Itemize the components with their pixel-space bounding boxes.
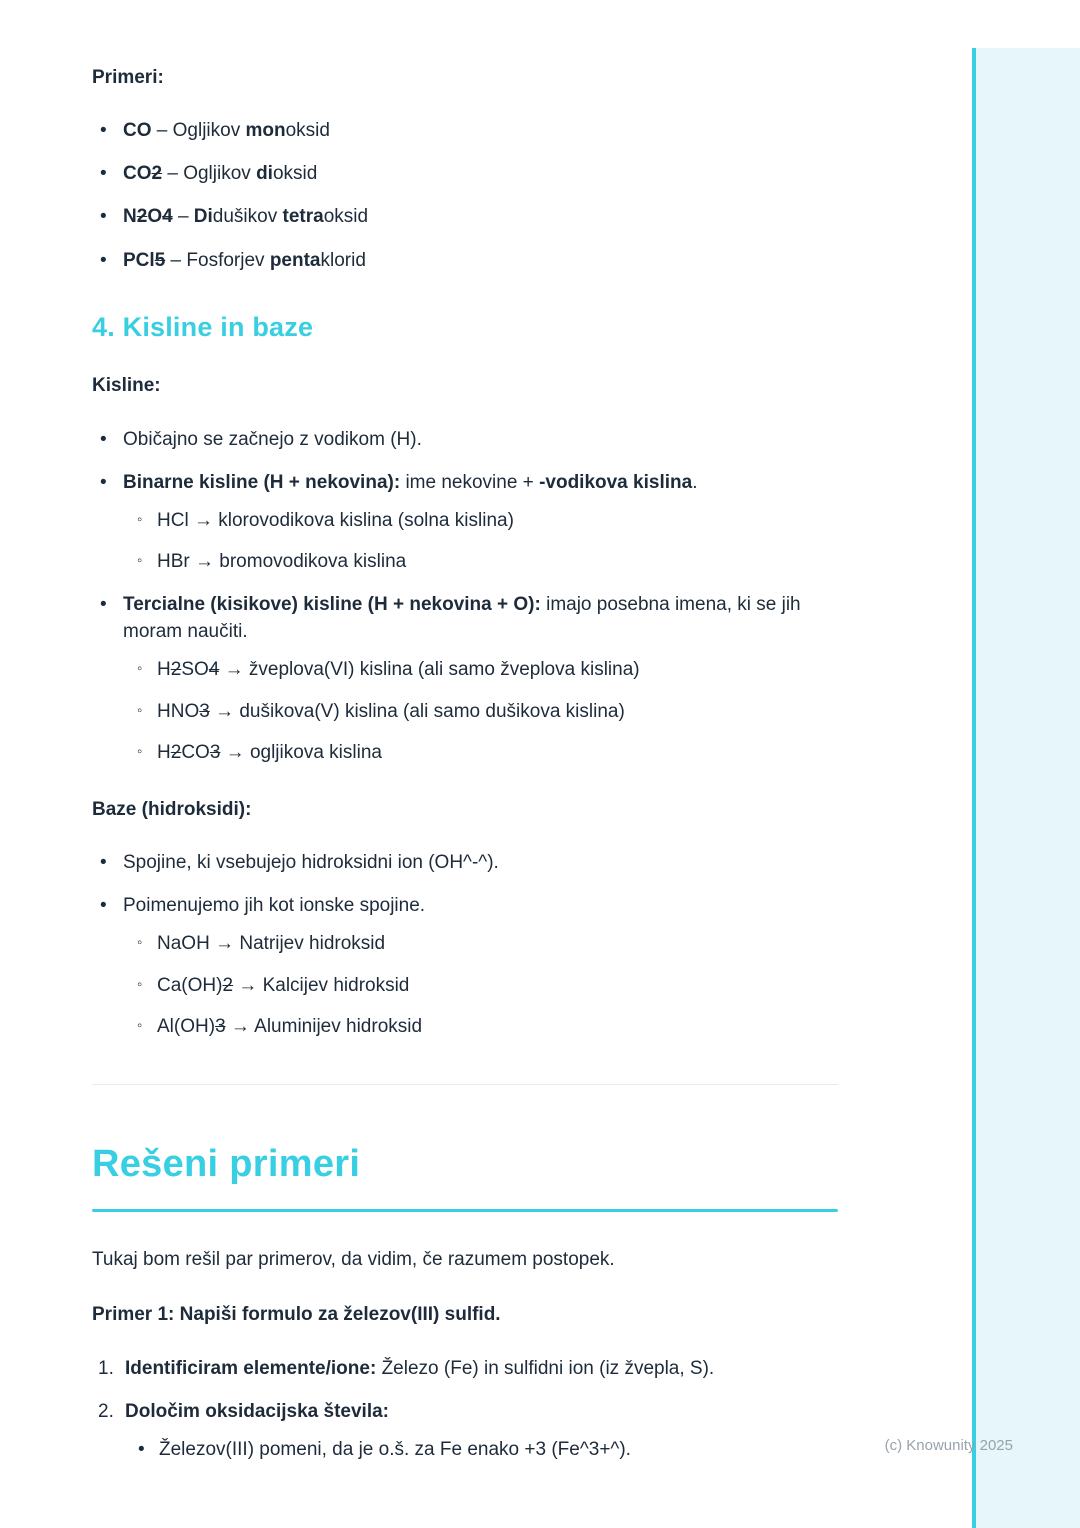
text-segment: 3 bbox=[199, 700, 210, 722]
text-segment: HNO bbox=[157, 700, 200, 722]
text-segment: Železov(III) pomeni, da je o.š. za Fe enako +3 (Fe^3+^). bbox=[159, 1438, 631, 1460]
list-item bbox=[130, 1436, 838, 1463]
text-segment: Al(OH) bbox=[157, 1015, 216, 1037]
list-number: 1. bbox=[98, 1357, 114, 1379]
text-segment: 4 bbox=[208, 659, 220, 681]
list-item-text bbox=[157, 1016, 422, 1037]
text-segment: 2 bbox=[151, 163, 163, 185]
bullet-icon: ◦ bbox=[137, 934, 143, 952]
bullet-icon: • bbox=[100, 428, 107, 450]
bullet-icon: ◦ bbox=[137, 552, 143, 570]
text-segment: PCl bbox=[123, 249, 155, 271]
bullet-list bbox=[128, 507, 838, 575]
section-label: Primer 1: Napiši formulo za železov(III) sulfid. bbox=[92, 1304, 501, 1326]
list-item bbox=[128, 698, 838, 725]
list-item-text bbox=[157, 551, 406, 572]
text-segment: -vodikova kislina bbox=[539, 471, 693, 493]
text-segment: 4 bbox=[162, 206, 173, 228]
list-item bbox=[128, 507, 838, 534]
text-segment: → žveplova(VI) kislina (ali samo žveplova kislina) bbox=[219, 659, 640, 681]
list-item bbox=[92, 203, 838, 230]
list-item bbox=[92, 1398, 838, 1463]
bullet-icon: • bbox=[138, 1438, 145, 1460]
text-segment: oksid bbox=[272, 163, 318, 185]
bullet-list bbox=[128, 930, 838, 1039]
bullet-list bbox=[128, 656, 838, 765]
text-segment: → ogljikova kislina bbox=[220, 741, 382, 763]
document-content bbox=[92, 56, 838, 1493]
text-segment: Tukaj bom rešil par primerov, da vidim, če razumem postopek. bbox=[92, 1249, 615, 1271]
list-item-text bbox=[159, 1439, 631, 1460]
page-heading: Rešeni primeri bbox=[92, 1142, 361, 1185]
list-item bbox=[92, 426, 838, 453]
text-segment: 3 bbox=[215, 1015, 226, 1037]
bullet-list bbox=[92, 426, 838, 766]
list-item bbox=[128, 656, 838, 683]
text-segment: 3 bbox=[209, 741, 221, 763]
list-item bbox=[128, 930, 838, 957]
text-segment: di bbox=[256, 163, 273, 185]
list-item-text bbox=[157, 742, 382, 763]
text-segment: mon bbox=[245, 120, 286, 142]
list-item bbox=[92, 469, 838, 575]
divider bbox=[92, 1084, 838, 1085]
bullet-icon: ◦ bbox=[137, 660, 143, 678]
bullet-icon: ◦ bbox=[137, 742, 143, 760]
text-segment: – Ogljikov bbox=[151, 120, 246, 142]
text-segment: → dušikova(V) kislina (ali samo dušikova kislina) bbox=[209, 700, 625, 722]
list-item-text bbox=[123, 120, 330, 141]
bullet-icon: ◦ bbox=[137, 975, 143, 993]
text-segment: CO bbox=[123, 120, 152, 142]
text-segment: oksid bbox=[323, 206, 369, 228]
list-item bbox=[92, 160, 838, 187]
text-segment: . bbox=[692, 471, 698, 493]
section-label: Kisline: bbox=[92, 375, 161, 397]
bullet-icon: • bbox=[100, 852, 107, 874]
bullet-icon: • bbox=[100, 895, 107, 917]
text-segment: H bbox=[157, 659, 171, 681]
text-segment: Di bbox=[193, 206, 213, 228]
list-item bbox=[128, 1013, 838, 1040]
list-item-text bbox=[123, 163, 317, 184]
section-heading: 4. Kisline in baze bbox=[92, 311, 314, 342]
section-label: Baze (hidroksidi): bbox=[92, 798, 252, 820]
text-segment: Železo (Fe) in sulfidni ion (iz žvepla, S). bbox=[376, 1357, 715, 1379]
footer-copyright: (c) Knowunity 2025 bbox=[884, 1437, 1013, 1454]
text-segment: 2 bbox=[170, 741, 182, 763]
bullet-icon: ◦ bbox=[137, 510, 143, 528]
text-segment: CO bbox=[181, 741, 210, 763]
heading-underline bbox=[92, 1209, 838, 1212]
list-item bbox=[92, 247, 838, 274]
text-segment: Tercialne (kisikove) kisline (H + nekovina + O): bbox=[123, 594, 541, 616]
list-number: 2. bbox=[98, 1400, 114, 1422]
text-segment: 5 bbox=[154, 249, 166, 271]
text-segment: Ca(OH) bbox=[157, 974, 223, 996]
bullet-icon: • bbox=[100, 206, 107, 228]
list-item-text bbox=[157, 975, 409, 996]
paragraph bbox=[92, 1246, 838, 1273]
list-item-text bbox=[125, 1358, 714, 1379]
bullet-icon: • bbox=[100, 471, 107, 493]
list-item-text bbox=[123, 206, 368, 227]
text-segment: CO bbox=[123, 163, 152, 185]
ordered-list bbox=[92, 1355, 838, 1463]
list-item bbox=[92, 117, 838, 144]
text-segment: N bbox=[123, 206, 137, 228]
text-segment: HBr → bromovodikova kislina bbox=[157, 551, 407, 573]
bullet-list bbox=[92, 117, 838, 274]
list-item bbox=[128, 972, 838, 999]
bullet-list bbox=[130, 1436, 838, 1463]
bullet-icon: • bbox=[100, 120, 107, 142]
bullet-icon: ◦ bbox=[137, 701, 143, 719]
text-segment: Spojine, ki vsebujejo hidroksidni ion (OH^-^). bbox=[123, 852, 499, 874]
text-segment: H bbox=[157, 741, 171, 763]
bullet-icon: ◦ bbox=[137, 1016, 143, 1034]
list-item-text bbox=[157, 701, 625, 722]
text-segment: Binarne kisline (H + nekovina): bbox=[123, 471, 401, 493]
text-segment: ime nekovine + bbox=[400, 471, 540, 493]
right-accent-strip bbox=[972, 48, 1080, 1528]
text-segment: 2 bbox=[136, 206, 148, 228]
list-item bbox=[92, 892, 838, 1040]
text-segment: klorid bbox=[320, 249, 366, 271]
list-item bbox=[92, 591, 838, 766]
list-item-text bbox=[157, 510, 514, 531]
text-segment: – Ogljikov bbox=[162, 163, 257, 185]
text-segment: – Fosforjev bbox=[165, 249, 270, 271]
text-segment: O bbox=[147, 206, 163, 228]
text-segment: SO bbox=[181, 659, 209, 681]
list-item-text bbox=[123, 250, 366, 271]
list-item bbox=[128, 548, 838, 575]
section-label: Primeri: bbox=[92, 67, 164, 88]
list-item-text bbox=[157, 659, 640, 680]
list-item bbox=[92, 1355, 838, 1382]
text-segment: Poimenujemo jih kot ionske spojine. bbox=[123, 895, 426, 917]
list-item-text bbox=[157, 933, 385, 954]
text-segment: penta bbox=[269, 249, 321, 271]
text-segment: dušikov bbox=[212, 206, 283, 228]
list-item-text bbox=[123, 594, 801, 642]
list-item-text bbox=[125, 1401, 389, 1422]
list-item-text bbox=[123, 852, 499, 873]
list-item-text bbox=[123, 429, 422, 450]
text-segment: tetra bbox=[282, 206, 324, 228]
bullet-icon: • bbox=[100, 163, 107, 185]
list-item bbox=[128, 739, 838, 766]
text-segment: HCl → klorovodikova kislina (solna kislina) bbox=[157, 509, 514, 531]
list-item bbox=[92, 849, 838, 876]
text-segment: 2 bbox=[170, 659, 182, 681]
bullet-icon: • bbox=[100, 594, 107, 616]
text-segment: oksid bbox=[285, 120, 330, 142]
list-item-text bbox=[123, 895, 425, 916]
text-segment: Običajno se začnejo z vodikom (H). bbox=[123, 428, 422, 450]
text-segment: Identificiram elemente/ione: bbox=[125, 1357, 377, 1379]
bullet-icon: • bbox=[100, 249, 107, 271]
list-item-text bbox=[123, 472, 697, 493]
bullet-list bbox=[92, 849, 838, 1040]
text-segment: NaOH → Natrijev hidroksid bbox=[157, 933, 386, 955]
text-segment: 2 bbox=[222, 974, 234, 996]
text-segment: – bbox=[172, 206, 194, 228]
text-segment: Določim oksidacijska števila: bbox=[125, 1400, 390, 1422]
text-segment: → Aluminijev hidroksid bbox=[225, 1015, 423, 1037]
text-segment: imajo posebna imena, ki se jih moram naučiti. bbox=[123, 594, 801, 643]
text-segment: → Kalcijev hidroksid bbox=[233, 974, 410, 996]
